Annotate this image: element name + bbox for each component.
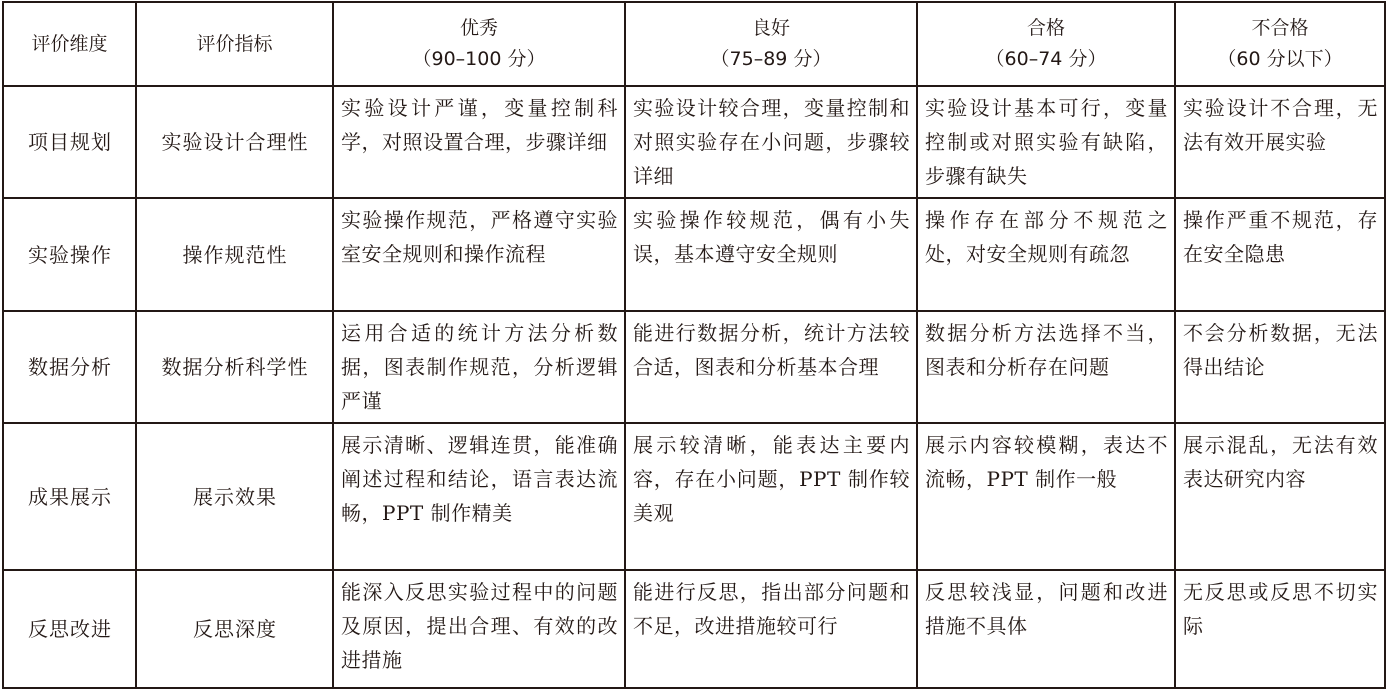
level-name: 优秀 — [459, 17, 498, 39]
level-name: 不合格 — [1251, 17, 1309, 39]
criteria-good: 实验设计较合理，变量控制和对照实验存在小问题，步骤较详细 — [625, 86, 917, 198]
indicator-cell: 展示效果 — [136, 423, 333, 570]
criteria-fail: 展示混乱，无法有效表达研究内容 — [1175, 423, 1385, 570]
header-level-excellent — [333, 2, 625, 86]
criteria-pass: 反思较浅显，问题和改进措施不具体 — [917, 570, 1175, 688]
header-level-good — [625, 2, 917, 86]
level-range: （90–100 分） — [412, 48, 546, 70]
table-row — [3, 198, 1385, 311]
dimension-cell: 数据分析 — [3, 311, 136, 423]
indicator-cell: 实验设计合理性 — [136, 86, 333, 198]
table-row — [3, 423, 1385, 570]
criteria-excellent: 展示清晰、逻辑连贯，能准确阐述过程和结论，语言表达流畅，PPT 制作精美 — [333, 423, 625, 570]
level-name: 合格 — [1026, 17, 1065, 39]
header-level-fail — [1175, 2, 1385, 86]
criteria-excellent: 能深入反思实验过程中的问题及原因，提出合理、有效的改进措施 — [333, 570, 625, 688]
table-row — [3, 570, 1385, 688]
evaluation-table — [2, 1, 1386, 689]
criteria-pass: 数据分析方法选择不当，图表和分析存在问题 — [917, 311, 1175, 423]
criteria-fail: 无反思或反思不切实际 — [1175, 570, 1385, 688]
criteria-good: 实验操作较规范，偶有小失误，基本遵守安全规则 — [625, 198, 917, 311]
level-range: （60–74 分） — [985, 48, 1107, 70]
level-name: 良好 — [751, 17, 790, 39]
indicator-cell: 数据分析科学性 — [136, 311, 333, 423]
level-range: （75–89 分） — [710, 48, 832, 70]
indicator-cell: 操作规范性 — [136, 198, 333, 311]
dimension-cell: 实验操作 — [3, 198, 136, 311]
criteria-pass: 展示内容较模糊，表达不流畅，PPT 制作一般 — [917, 423, 1175, 570]
header-level-pass — [917, 2, 1175, 86]
dimension-cell: 成果展示 — [3, 423, 136, 570]
dimension-cell: 反思改进 — [3, 570, 136, 688]
header-dimension: 评价维度 — [3, 2, 136, 86]
criteria-good: 能进行反思，指出部分问题和不足，改进措施较可行 — [625, 570, 917, 688]
dimension-cell: 项目规划 — [3, 86, 136, 198]
indicator-cell: 反思深度 — [136, 570, 333, 688]
criteria-good: 展示较清晰，能表达主要内容，存在小问题，PPT 制作较美观 — [625, 423, 917, 570]
header-row — [3, 2, 1385, 86]
criteria-fail: 实验设计不合理，无法有效开展实验 — [1175, 86, 1385, 198]
level-range: （60 分以下） — [1217, 48, 1343, 70]
criteria-pass: 实验设计基本可行，变量控制或对照实验有缺陷，步骤有缺失 — [917, 86, 1175, 198]
table-row — [3, 311, 1385, 423]
criteria-fail: 不会分析数据，无法得出结论 — [1175, 311, 1385, 423]
criteria-good: 能进行数据分析，统计方法较合适，图表和分析基本合理 — [625, 311, 917, 423]
table-row — [3, 86, 1385, 198]
criteria-fail: 操作严重不规范，存在安全隐患 — [1175, 198, 1385, 311]
criteria-pass: 操作存在部分不规范之处，对安全规则有疏忽 — [917, 198, 1175, 311]
criteria-excellent: 实验设计严谨，变量控制科学，对照设置合理，步骤详细 — [333, 86, 625, 198]
criteria-excellent: 运用合适的统计方法分析数据，图表制作规范，分析逻辑严谨 — [333, 311, 625, 423]
criteria-excellent: 实验操作规范，严格遵守实验室安全规则和操作流程 — [333, 198, 625, 311]
header-indicator: 评价指标 — [136, 2, 333, 86]
